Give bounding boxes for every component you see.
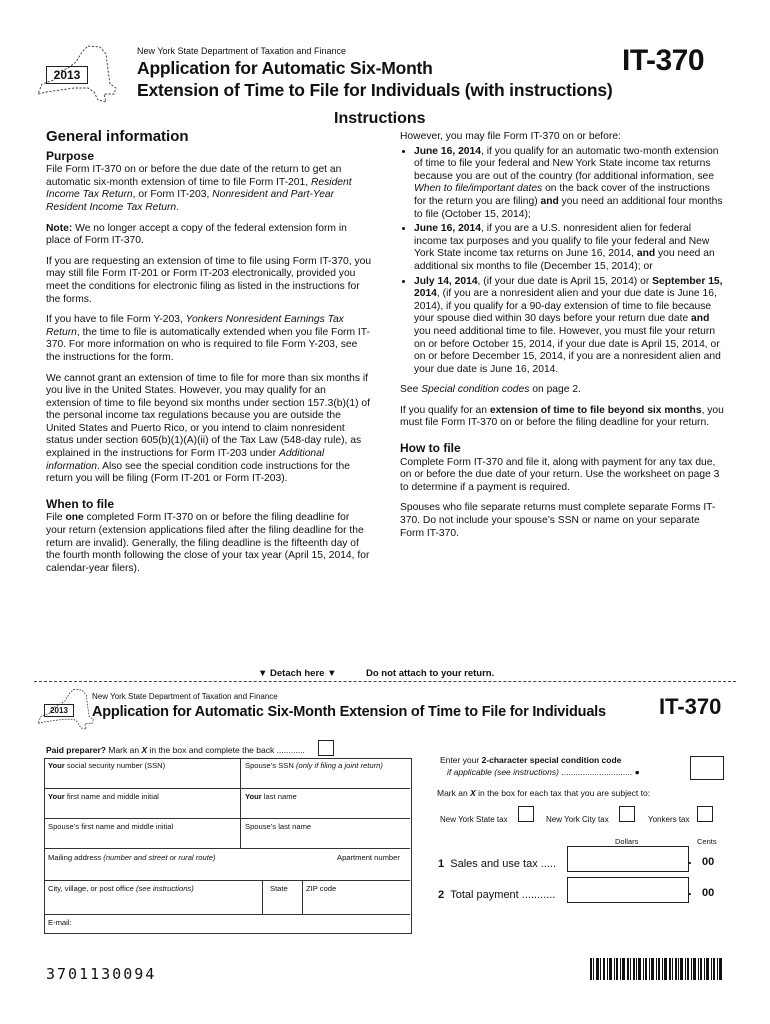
beyond-six-months-paragraph: If you qualify for an extension of time to file beyond six months, you must file Form IT-370 on or before the filing deadline for your return.	[400, 404, 724, 429]
apartment-number-field[interactable]: Apartment number	[337, 853, 400, 862]
special-condition-label: Enter your 2-character special condition code if applicable (see instructions) .............................. ●	[440, 755, 640, 777]
zip-code-field[interactable]: ZIP code	[306, 884, 337, 893]
state-field[interactable]: State	[270, 884, 288, 893]
how-to-file-heading: How to file	[400, 441, 461, 456]
form-number-small: IT-370	[659, 694, 722, 719]
yonkers-paragraph: If you have to file Form Y-203, Yonkers Nonresident Earnings Tax Return, the time to file is automatically extended when you file Form IT-370. For more information on who is required to file Form Y-203, see the instructions for the form.	[46, 314, 370, 363]
agency-name: New York State Department of Taxation and Finance	[137, 46, 346, 56]
taxpayer-info-grid	[44, 758, 412, 934]
nys-tax-checkbox[interactable]	[518, 806, 534, 822]
ssn-field[interactable]: Your social security number (SSN)	[48, 761, 166, 770]
line2-cents: 00	[702, 887, 715, 899]
electronic-filing-paragraph: If you are requesting an extension of time to file using Form IT-370, you may still file Form IT-201 or Form IT-203 electronically, provided you meet the conditions for electronic filing as listed in the instructions for the forms.	[46, 255, 372, 305]
sales-use-tax-dollars-input[interactable]	[567, 846, 689, 872]
nys-tax-label: New York State tax	[440, 815, 508, 824]
form-agency-name: New York State Department of Taxation and Finance	[92, 692, 278, 701]
paid-preparer-checkbox[interactable]	[318, 740, 334, 756]
general-information-heading: General information	[46, 128, 189, 145]
deadline-list	[400, 146, 724, 377]
when-to-file-paragraph: File one completed Form IT-370 on or before the filing deadline for your return (extension applications filed after the filing deadline for the return are invalid). Generally, the filing deadline is the fifteenth day of the fourth month following the close of your tax year (April 15, 2014, for calendar-year filers).	[46, 512, 370, 574]
city-field[interactable]: City, village, or post office (see instructions)	[48, 884, 194, 893]
detach-line	[34, 681, 736, 682]
nyc-tax-checkbox[interactable]	[619, 806, 635, 822]
how-to-file-paragraph-1: Complete Form IT-370 and file it, along with payment for any tax due, on or before the due date of your return. Use the worksheet on page 3 to determine if a payment is required.	[400, 456, 720, 493]
line2-decimal-point: .	[688, 883, 692, 898]
when-to-file-heading: When to file	[46, 496, 114, 511]
spouse-last-name-field[interactable]: Spouse’s last name	[245, 822, 312, 831]
dollars-column-label: Dollars	[615, 837, 639, 846]
form-title: Application for Automatic Six-Month Extension of Time to File for Individuals	[92, 704, 606, 720]
how-to-file-paragraph-2: Spouses who file separate returns must complete separate Forms IT-370. Do not include your spouse’s SSN or name on your separate Form IT-370.	[400, 502, 716, 539]
paid-preparer-line: Paid preparer? Mark an X in the box and complete the back ............	[46, 745, 305, 755]
form-title-line2: Extension of Time to File for Individuals (with instructions)	[137, 80, 613, 100]
barcode	[590, 958, 722, 980]
total-payment-dollars-input[interactable]	[567, 877, 689, 903]
yonkers-tax-label: Yonkers tax	[648, 815, 690, 824]
deadline-item-1: • June 16, 2014, if you qualify for an automatic two-month extension of time to file your federal and New York State income tax returns because you are out of the country (for additional information, see When to file/important dates on the back cover of the instructions for the return you are filing) and you need an additional four months to file (October 15, 2014);	[414, 146, 724, 222]
nyc-tax-label: New York City tax	[546, 815, 609, 824]
line1-label: 1 Sales and use tax .....	[438, 858, 557, 870]
extension-limit-paragraph: We cannot grant an extension of time to file for more than six months if you live in the United States. However, you may qualify for an extension of time to file beyond six months under section 157.3(b)(1) of the personal income tax regulations because you are outside the United States and Puerto Rico, or you intend to claim nonresident status under section 605(b)(1)(A)(ii) of the Tax Law (548-day rule), as explained in the instructions for Form IT-203 under Additional information. Also see the special condition code instructions for the return you will be filing (Form IT-201 or Form IT-203).	[46, 372, 370, 485]
instructions-left-column	[46, 128, 372, 583]
purpose-heading: Purpose	[46, 148, 95, 163]
mark-tax-instruction: Mark an X in the box for each tax that you are subject to:	[437, 788, 651, 798]
deadline-item-3: • July 14, 2014, (if your due date is April 15, 2014) or September 15, 2014, (if you are a nonresident alien and your due date is June 16, 2014), if you qualify for a 90-day extension of time to file because your spouse died within 30 days before your return due date and you need additional time to file. However, you must file your return on or before October 15, 2014, if your due date is April 15, 2014, or on or before December 15, 2014, if you are a nonresident alien and your due date is June 16, 2014.	[414, 276, 724, 377]
cents-column-label: Cents	[697, 837, 717, 846]
email-field[interactable]: E-mail:	[48, 918, 72, 927]
mailing-address-field[interactable]: Mailing address (number and street or rural route)	[48, 853, 216, 862]
form-tax-year-box: 2013	[44, 704, 74, 717]
line2-label: 2 Total payment ...........	[438, 889, 556, 901]
form-title-line1: Application for Automatic Six-Month	[137, 58, 433, 78]
special-codes-paragraph: See Special condition codes on page 2.	[400, 384, 581, 396]
detach-here-label: ▼ Detach here ▼	[258, 668, 337, 679]
yonkers-tax-checkbox[interactable]	[697, 806, 713, 822]
form-number: IT-370	[622, 44, 705, 77]
line1-cents: 00	[702, 856, 715, 868]
spouse-ssn-field[interactable]: Spouse’s SSN (only if filing a joint return)	[245, 761, 383, 770]
first-name-field[interactable]: Your first name and middle initial	[48, 792, 159, 801]
instructions-heading: Instructions	[334, 110, 426, 127]
purpose-paragraph: File Form IT-370 on or before the due date of the return to get an automatic six-month extension of time to file Form IT-201, Resident Income Tax Return, or Form IT-203, Nonresident and Part-Year Resident Income Tax Return.	[46, 164, 352, 213]
do-not-attach-label: Do not attach to your return.	[366, 668, 495, 679]
note-paragraph: Note: We no longer accept a copy of the federal extension form in place of Form IT-370.	[46, 222, 347, 247]
spouse-first-name-field[interactable]: Spouse’s first name and middle initial	[48, 822, 174, 831]
special-condition-code-input[interactable]	[690, 756, 724, 780]
line1-decimal-point: .	[688, 852, 692, 867]
instructions-right-column	[400, 131, 724, 548]
however-paragraph: However, you may file Form IT-370 on or before:	[400, 131, 621, 142]
tax-year-box: 2013	[46, 66, 88, 84]
deadline-item-2: • June 16, 2014, if you are a U.S. nonresident alien for federal income tax purposes and you qualify to file your federal and New York State income tax returns on June 16, 2014, and you need an additional six months to file (December 15, 2014); or	[414, 223, 724, 273]
last-name-field[interactable]: Your last name	[245, 792, 297, 801]
scan-code: 3701130094	[46, 965, 157, 983]
